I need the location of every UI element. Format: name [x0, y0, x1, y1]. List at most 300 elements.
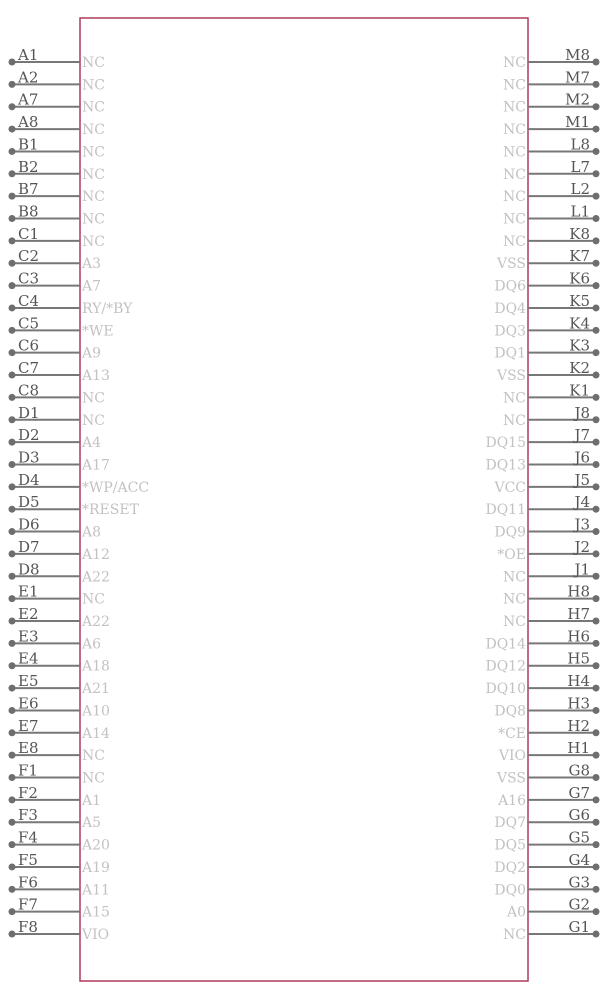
pin-signal-label: A17: [82, 457, 110, 474]
pin-endpoint-dot: [9, 618, 16, 625]
pin-number: D5: [18, 493, 40, 512]
pin-number: F4: [18, 828, 38, 847]
pin-endpoint-dot: [593, 126, 600, 133]
left-pin: [9, 359, 110, 384]
pin-signal-label: NC: [82, 77, 105, 94]
left-pin: [9, 650, 110, 675]
pin-signal-label: *RESET: [82, 502, 139, 519]
pin-endpoint-dot: [9, 327, 16, 334]
pin-number: C1: [18, 224, 40, 243]
pin-signal-label: NC: [503, 233, 526, 250]
right-pin: [494, 806, 599, 831]
pin-number: J3: [574, 515, 590, 534]
pin-endpoint-dot: [593, 394, 600, 401]
pin-endpoint-dot: [9, 483, 16, 490]
pin-signal-label: *CE: [498, 725, 526, 742]
pin-endpoint-dot: [593, 863, 600, 870]
pin-signal-label: A22: [82, 614, 110, 630]
pin-endpoint-dot: [9, 729, 16, 736]
pin-endpoint-dot: [9, 841, 16, 848]
pin-signal-label: DQ6: [494, 278, 526, 295]
pin-number: B2: [18, 157, 39, 176]
pin-signal-label: NC: [82, 591, 105, 608]
pin-signal-label: NC: [503, 77, 526, 94]
pin-signal-label: A10: [82, 703, 110, 720]
pin-signal-label: A9: [82, 345, 102, 362]
pin-signal-label: DQ3: [494, 323, 526, 340]
pin-endpoint-dot: [9, 752, 16, 759]
left-pin: [9, 538, 110, 563]
pin-number: J2: [574, 537, 590, 556]
pin-signal-label: DQ7: [494, 815, 526, 832]
pin-number: J4: [574, 493, 590, 512]
right-pin: [494, 516, 599, 541]
pin-signal-label: VSS: [496, 770, 526, 787]
pin-signal-label: *WP/ACC: [82, 479, 150, 496]
pin-endpoint-dot: [593, 237, 600, 244]
pin-number: G6: [568, 806, 590, 825]
pin-number: M8: [565, 46, 590, 64]
pin-number: D2: [18, 426, 40, 445]
left-pin: [9, 247, 102, 272]
right-pin: [496, 247, 600, 272]
pin-endpoint-dot: [593, 59, 600, 66]
pin-number: J8: [574, 403, 590, 422]
right-pin: [494, 337, 599, 362]
pin-number: G5: [568, 828, 590, 847]
right-pin: [503, 91, 599, 116]
pin-number: F8: [18, 918, 38, 937]
pin-endpoint-dot: [9, 774, 16, 781]
right-pin: [497, 538, 599, 563]
pin-signal-label: NC: [503, 144, 526, 161]
pin-endpoint-dot: [593, 282, 600, 289]
left-pin: [9, 135, 105, 160]
pin-endpoint-dot: [593, 506, 600, 513]
pin-number: A8: [18, 113, 39, 132]
pin-number: G1: [568, 918, 590, 937]
pin-number: E2: [18, 605, 39, 623]
right-pin: [503, 203, 599, 228]
pin-endpoint-dot: [9, 886, 16, 893]
pin-endpoint-dot: [593, 416, 600, 423]
pin-number: M1: [565, 113, 590, 132]
left-pin: [9, 113, 105, 138]
pin-number: G4: [568, 850, 590, 869]
pin-endpoint-dot: [593, 729, 600, 736]
pin-endpoint-dot: [593, 618, 600, 625]
right-pin: [503, 381, 599, 406]
pin-endpoint-dot: [593, 483, 600, 490]
pin-signal-label: NC: [503, 166, 526, 183]
left-pin: [9, 560, 110, 585]
pin-number: D6: [18, 515, 40, 534]
pin-endpoint-dot: [9, 215, 16, 222]
pin-endpoint-dot: [9, 394, 16, 401]
pin-number: E8: [18, 739, 39, 758]
pin-endpoint-dot: [9, 506, 16, 513]
pin-number: K7: [569, 247, 590, 266]
left-pin: [9, 516, 102, 541]
pin-number: L7: [570, 157, 590, 176]
pin-signal-label: DQ2: [494, 859, 526, 876]
pin-number: C7: [18, 359, 40, 378]
pin-number: F6: [18, 873, 38, 892]
pin-number: C3: [18, 269, 40, 288]
pin-number: L1: [570, 202, 590, 221]
left-pin: [9, 583, 105, 608]
right-pin: [494, 292, 599, 317]
pin-signal-label: NC: [503, 614, 526, 630]
pin-endpoint-dot: [593, 886, 600, 893]
right-pin: [503, 68, 599, 93]
pin-signal-label: NC: [503, 412, 526, 429]
pin-number: H6: [567, 627, 590, 646]
pin-signal-label: A12: [82, 546, 110, 563]
pin-endpoint-dot: [593, 81, 600, 88]
pin-endpoint-dot: [9, 260, 16, 267]
pin-number: A2: [18, 68, 39, 87]
pin-endpoint-dot: [593, 304, 600, 311]
pin-signal-label: DQ1: [494, 345, 526, 362]
pin-signal-label: NC: [82, 770, 105, 787]
right-pin: [485, 493, 599, 518]
pin-signal-label: NC: [82, 233, 105, 250]
left-pin: [9, 404, 105, 429]
right-pin: [498, 739, 600, 764]
pin-endpoint-dot: [593, 640, 600, 647]
left-pin: [9, 918, 110, 943]
pin-endpoint-dot: [593, 103, 600, 110]
pin-endpoint-dot: [593, 707, 600, 714]
pin-signal-label: A20: [82, 837, 110, 854]
pin-endpoint-dot: [9, 193, 16, 200]
right-pin: [506, 896, 600, 921]
pin-signal-label: A19: [82, 859, 110, 876]
pin-endpoint-dot: [593, 528, 600, 535]
pin-endpoint-dot: [593, 908, 600, 915]
pin-signal-label: DQ10: [485, 681, 526, 698]
left-pin: [9, 292, 134, 317]
left-pin: [9, 717, 111, 742]
left-pin: [9, 314, 114, 339]
right-pin: [503, 180, 599, 205]
pin-endpoint-dot: [593, 752, 600, 759]
pin-endpoint-dot: [9, 282, 16, 289]
ic-body-outline: [80, 18, 528, 981]
pin-endpoint-dot: [9, 103, 16, 110]
pin-number: B1: [18, 135, 39, 154]
pin-endpoint-dot: [593, 193, 600, 200]
pin-signal-label: A1: [82, 792, 102, 809]
pin-endpoint-dot: [593, 461, 600, 468]
pin-number: C5: [18, 314, 40, 333]
right-pin: [498, 717, 599, 742]
pin-number: F5: [18, 850, 38, 869]
pin-signal-label: A6: [82, 636, 102, 653]
pin-endpoint-dot: [593, 215, 600, 222]
pin-number: H4: [567, 672, 590, 691]
left-pin: [9, 829, 110, 854]
left-pin: [9, 203, 105, 228]
pin-signal-label: VIO: [498, 748, 526, 765]
pin-number: G7: [568, 783, 590, 802]
pin-signal-label: VIO: [82, 927, 110, 944]
pin-endpoint-dot: [9, 640, 16, 647]
pin-number: E1: [18, 582, 39, 601]
pin-number: J7: [574, 426, 590, 445]
right-pin: [493, 471, 599, 496]
pin-endpoint-dot: [593, 439, 600, 446]
pin-signal-label: VSS: [496, 368, 526, 385]
pin-number: F3: [18, 806, 38, 825]
pin-endpoint-dot: [9, 304, 16, 311]
left-pin: [9, 180, 105, 205]
pin-number: D3: [18, 448, 40, 467]
pin-signal-label: NC: [82, 144, 105, 161]
pin-number: F2: [18, 783, 38, 802]
pin-number: E4: [18, 649, 39, 668]
pin-signal-label: *OE: [497, 546, 526, 563]
pin-number: M7: [565, 68, 590, 87]
pin-number: H7: [567, 605, 590, 623]
pin-signal-label: NC: [82, 189, 105, 206]
pin-number: B8: [18, 202, 39, 221]
pin-number: H2: [567, 716, 590, 735]
right-pin: [503, 113, 599, 138]
pin-endpoint-dot: [9, 707, 16, 714]
pin-number: L2: [570, 180, 590, 199]
pin-number: H8: [567, 582, 590, 601]
pin-endpoint-dot: [593, 796, 600, 803]
pin-endpoint-dot: [593, 170, 600, 177]
pin-endpoint-dot: [593, 148, 600, 155]
right-pin: [503, 560, 599, 585]
pin-signal-label: A16: [498, 792, 526, 809]
pin-signal-label: A14: [82, 725, 110, 742]
pin-signal-label: VCC: [494, 479, 526, 496]
pin-signal-label: DQ4: [494, 300, 526, 317]
right-pin: [494, 314, 599, 339]
pin-signal-label: A3: [82, 256, 102, 273]
right-pin: [494, 270, 599, 295]
right-pin: [494, 851, 599, 876]
pin-endpoint-dot: [9, 908, 16, 915]
left-pin: [9, 896, 110, 921]
right-pin: [494, 873, 599, 898]
left-pin: [9, 493, 140, 518]
pin-endpoint-dot: [9, 349, 16, 356]
pin-number: J6: [574, 448, 590, 467]
pin-signal-label: A13: [82, 368, 110, 385]
pin-endpoint-dot: [593, 349, 600, 356]
pin-endpoint-dot: [9, 819, 16, 826]
pin-signal-label: NC: [82, 390, 105, 407]
pin-number: H1: [567, 739, 590, 758]
left-pin: [9, 784, 102, 809]
pin-signal-label: NC: [82, 211, 105, 228]
pin-endpoint-dot: [9, 237, 16, 244]
pin-endpoint-dot: [593, 372, 600, 379]
left-pin: [9, 739, 105, 764]
pin-signal-label: NC: [503, 591, 526, 608]
left-pin: [9, 270, 102, 295]
pin-number: D7: [18, 537, 40, 556]
pin-number: M2: [565, 90, 590, 109]
pin-signal-label: *WE: [82, 323, 114, 340]
pin-number: H3: [567, 694, 590, 713]
left-pin: [9, 672, 110, 697]
pin-number: A1: [18, 46, 39, 64]
right-pin: [496, 762, 600, 787]
pin-signal-label: NC: [503, 390, 526, 407]
pin-endpoint-dot: [9, 595, 16, 602]
pin-number: K4: [569, 314, 590, 333]
pin-number: C4: [18, 291, 40, 310]
pin-signal-label: A7: [82, 278, 102, 295]
pin-signal-label: A22: [82, 569, 110, 586]
right-pin-column: [485, 46, 599, 943]
pin-endpoint-dot: [9, 148, 16, 155]
pin-endpoint-dot: [593, 550, 600, 557]
pin-endpoint-dot: [9, 372, 16, 379]
left-pin-column: [9, 46, 150, 943]
pin-signal-label: A4: [82, 435, 102, 452]
left-pin: [9, 627, 102, 652]
pin-number: G2: [568, 895, 590, 914]
pin-number: H5: [567, 649, 590, 668]
pin-endpoint-dot: [593, 931, 600, 938]
pin-endpoint-dot: [593, 573, 600, 580]
pin-signal-label: DQ8: [494, 703, 526, 720]
pin-endpoint-dot: [593, 595, 600, 602]
pin-endpoint-dot: [9, 170, 16, 177]
pin-endpoint-dot: [9, 81, 16, 88]
pin-endpoint-dot: [9, 550, 16, 557]
pin-signal-label: DQ0: [494, 882, 526, 899]
left-pin: [9, 873, 110, 898]
pin-number: F1: [18, 761, 38, 780]
right-pin: [503, 404, 599, 429]
pin-number: K8: [569, 224, 590, 243]
pin-number: E5: [18, 672, 39, 691]
pin-signal-label: A18: [82, 658, 110, 675]
pin-number: E3: [18, 627, 39, 646]
pin-endpoint-dot: [9, 573, 16, 580]
right-pin: [496, 359, 600, 384]
pin-signal-label: DQ9: [494, 524, 526, 541]
pin-number: L8: [570, 135, 590, 154]
right-pin: [485, 448, 599, 473]
pin-signal-label: NC: [82, 122, 105, 139]
pin-number: E7: [18, 716, 39, 735]
left-pin: [9, 605, 110, 630]
left-pin: [9, 694, 110, 719]
left-pin: [9, 46, 105, 71]
pin-number: C2: [18, 247, 40, 266]
pin-endpoint-dot: [9, 528, 16, 535]
right-pin: [503, 583, 599, 608]
pin-number: G8: [568, 761, 590, 780]
pin-endpoint-dot: [9, 461, 16, 468]
left-pin: [9, 806, 102, 831]
pin-signal-label: NC: [82, 99, 105, 116]
pin-endpoint-dot: [593, 819, 600, 826]
pin-endpoint-dot: [593, 662, 600, 669]
right-pin: [503, 225, 599, 250]
left-pin: [9, 448, 110, 473]
pin-signal-label: DQ12: [485, 658, 526, 675]
pin-signal-label: A0: [506, 904, 526, 921]
pin-endpoint-dot: [593, 841, 600, 848]
pin-number: D8: [18, 560, 40, 579]
pin-signal-label: DQ14: [485, 636, 526, 653]
pin-signal-label: RY/*BY: [82, 300, 133, 317]
right-pin: [503, 46, 599, 71]
left-pin: [9, 337, 102, 362]
pin-signal-label: A21: [82, 681, 110, 698]
pin-signal-label: NC: [82, 166, 105, 183]
pin-signal-label: NC: [503, 189, 526, 206]
pin-signal-label: DQ15: [485, 435, 526, 452]
pin-signal-label: A5: [82, 815, 102, 832]
right-pin: [485, 650, 599, 675]
pin-number: G3: [568, 873, 590, 892]
left-pin: [9, 158, 105, 183]
pin-number: B7: [18, 180, 39, 199]
pin-number: D4: [18, 470, 40, 489]
pin-signal-label: A15: [82, 904, 110, 921]
left-pin: [9, 381, 105, 406]
right-pin: [494, 694, 599, 719]
pin-number: K2: [569, 359, 590, 378]
left-pin: [9, 426, 102, 451]
pin-signal-label: NC: [503, 55, 526, 71]
pin-signal-label: NC: [503, 569, 526, 586]
pin-endpoint-dot: [9, 416, 16, 423]
pin-signal-label: NC: [82, 55, 105, 71]
right-pin: [497, 784, 599, 809]
pin-number: A7: [18, 90, 39, 109]
pin-number: F7: [18, 895, 38, 914]
right-pin: [494, 829, 599, 854]
left-pin: [9, 68, 105, 93]
pin-number: E6: [18, 694, 39, 713]
pin-signal-label: A8: [82, 524, 102, 541]
left-pin: [9, 91, 105, 116]
pin-signal-label: NC: [503, 122, 526, 139]
left-pin: [9, 851, 110, 876]
pin-number: K3: [569, 336, 590, 355]
pin-endpoint-dot: [9, 931, 16, 938]
right-pin: [485, 672, 599, 697]
pin-endpoint-dot: [9, 59, 16, 66]
pin-signal-label: VSS: [496, 256, 526, 273]
pin-number: K6: [569, 269, 590, 288]
pin-endpoint-dot: [593, 327, 600, 334]
right-pin: [503, 605, 599, 630]
pin-signal-label: NC: [82, 412, 105, 429]
pin-endpoint-dot: [593, 774, 600, 781]
pin-signal-label: NC: [503, 211, 526, 228]
pin-signal-label: NC: [503, 99, 526, 116]
right-pin: [503, 158, 599, 183]
pin-number: C8: [18, 381, 40, 400]
pin-signal-label: A11: [82, 882, 110, 899]
pin-endpoint-dot: [593, 260, 600, 267]
pin-endpoint-dot: [593, 685, 600, 692]
pin-signal-label: DQ5: [494, 837, 526, 854]
